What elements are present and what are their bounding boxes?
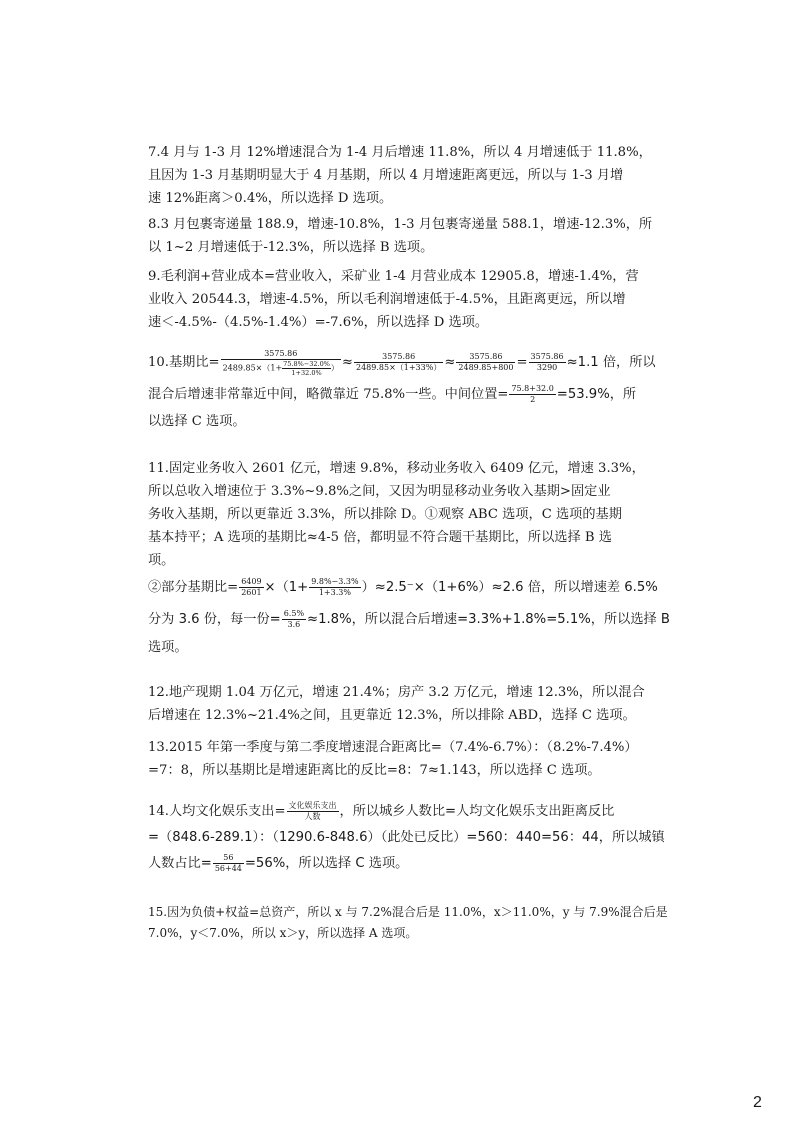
- answer-9: [148, 265, 658, 334]
- answer-9-line: 9.毛利润+营业成本=营业收入，采矿业 1-4 月营业成本 12905.8，增速-1.4%，营: [148, 269, 639, 284]
- fraction: $\frac{3575.86}{2489.85+800}$: [458, 352, 514, 372]
- fraction: $\frac{75.8+32.0}{2}$: [511, 384, 554, 404]
- answer-14: [148, 798, 665, 879]
- answer-11-line: 基本持平；A 选项的基期比≈4-5 倍，都明显不符合题干基期比，所以选择 B 选: [148, 530, 612, 545]
- answer-11-line: 所以总收入增速位于 3.3%~9.8%之间，又因为明显移动业务收入基期>固定业: [148, 484, 611, 499]
- fraction: $\frac{3575.86}{2489.85\times(1+33\%)}$: [355, 352, 442, 372]
- answer-9-line: 速＜-4.5%-（4.5%-1.4%）=-7.6%，所以选择 D 选项。: [148, 315, 489, 330]
- fraction: $\frac{6409}{2601}$: [241, 577, 262, 597]
- fraction: $\frac{3575.86}{3290}$: [530, 352, 564, 372]
- answer-7: [148, 141, 658, 210]
- answer-15: [148, 902, 668, 944]
- answer-10-line: 混合后增速非常靠近中间，略微靠近 75.8%一些。中间位置= $\frac{75.8+32.0}{2}$ =53.9%，所: [148, 384, 637, 404]
- answer-9-line: 业收入 20544.3，增速-4.5%，所以毛利润增速低于-4.5%，且距离更远，所以增: [148, 292, 626, 307]
- answer-10: [148, 346, 658, 433]
- answer-12-line: 后增速在 12.3%~21.4%之间，且更靠近 12.3%，所以排除 ABD，选择 C 选项。: [148, 708, 636, 723]
- answer-11-line: 11.固定业务收入 2601 亿元，增速 9.8%，移动业务收入 6409 亿元，增速 3.3%，: [148, 461, 645, 476]
- answer-7-line: 且因为 1-3 月基期明显大于 4 月基期，所以 4 月增速距离更远，所以与 1-3 月增: [148, 168, 624, 183]
- answer-8-line: 8.3 月包裹寄递量 188.9，增速-10.8%，1-3 月包裹寄递量 588.1，增速-12.3%，所: [148, 217, 653, 232]
- answer-10-line: 以选择 C 选项。: [148, 414, 246, 429]
- answer-12-line: 12.地产现期 1.04 万亿元，增速 21.4%；房产 3.2 万亿元，增速 12.3%，所以混合: [148, 685, 645, 700]
- fraction: 3575.86 2489.85×（1+ $\frac{75.8\%-32.0\%}{1+32.0\%}$ ）: [222, 348, 339, 377]
- answer-7-line: 速 12%距离＞0.4%，所以选择 D 选项。: [148, 191, 393, 206]
- answer-14-line: 人数占比= $\frac{56}{56+44}$ =56%，所以选择 C 选项。: [148, 853, 409, 873]
- answer-7-line: 7.4 月与 1-3 月 12%增速混合为 1-4 月后增速 11.8%，所以 4 月增速低于 11.8%，: [148, 145, 652, 160]
- base-ratio-label: 10.基期比=: [148, 355, 220, 370]
- answer-11-line: ②部分基期比= $\frac{6409}{2601}$ ×（1+ $\frac{9.8\%-3.3\%}{1+3.3\%}$ ）≈2.5⁻×（1+6%）≈2.6 倍，所以增速差 6.5%: [148, 577, 658, 597]
- answer-8-line: 以 1~2 月增速低于-12.3%，所以选择 B 选项。: [148, 240, 434, 255]
- page-number: 2: [753, 1094, 762, 1111]
- answer-13: [148, 736, 658, 782]
- answer-12: [148, 681, 658, 727]
- answer-11-line: 务收入基期，所以更靠近 3.3%，所以排除 D。①观察 ABC 选项，C 选项的基期: [148, 507, 622, 522]
- answer-8: [148, 213, 658, 259]
- answer-13-line: =7：8，所以基期比是增速距离比的反比=8：7≈1.143，所以选择 C 选项。: [148, 763, 601, 778]
- answer-13-line: 13.2015 年第一季度与第二季度增速混合距离比=（7.4%-6.7%）：（8.2%-7.4%）: [148, 740, 638, 755]
- answer-11-line: 选项。: [148, 640, 188, 655]
- answer-15-line: 7.0%，y＜7.0%，所以 x＞y，所以选择 A 选项。: [148, 926, 418, 940]
- fraction: $\frac{56}{56+44}$: [214, 853, 242, 873]
- answer-11: [148, 457, 670, 659]
- answer-14-line: =（848.6-289.1）：（1290.6-848.6）（此处已反比）=560：440=56：44，所以城镇: [148, 830, 665, 845]
- answer-10-line: 10.基期比= 3575.86 2489.85×（1+ $\frac{75.8\%-32.0\%}{1+32.0\%}$ ） ≈ $\frac{3575.86}{2489.85\times(1+33\%)}$ ≈ $\frac{3575.86}{2489.85+800}$ = $\frac{3575.86}{3290}$ ≈1.1 倍，所以: [148, 348, 656, 377]
- answer-11-line: 项。: [148, 553, 175, 568]
- fraction: $\frac{9.8\%-3.3\%}{1+3.3\%}$: [311, 577, 359, 597]
- answer-11-line: 分为 3.6 份，每一份= $\frac{6.5\%}{3.6}$ ≈1.8%，所以混合后增速=3.3%+1.8%=5.1%，所以选择 B: [148, 609, 670, 629]
- answer-14-line: 14.人均文化娱乐支出= $\frac{\text{文化娱乐支出}}{\text{人数}}$ ，所以城乡人数比=人均文化娱乐支出距离反比: [148, 801, 615, 821]
- fraction-inner: $\frac{75.8\%-32.0\%}{1+32.0\%}$: [283, 359, 330, 377]
- answer-15-line: 15.因为负债+权益=总资产，所以 x 与 7.2%混合后是 11.0%，x＞11.0%，y 与 7.9%混合后是: [148, 905, 668, 919]
- fraction: $\frac{6.5\%}{3.6}$: [283, 609, 305, 629]
- fraction: $\frac{\text{文化娱乐支出}}{\text{人数}}$: [288, 801, 337, 821]
